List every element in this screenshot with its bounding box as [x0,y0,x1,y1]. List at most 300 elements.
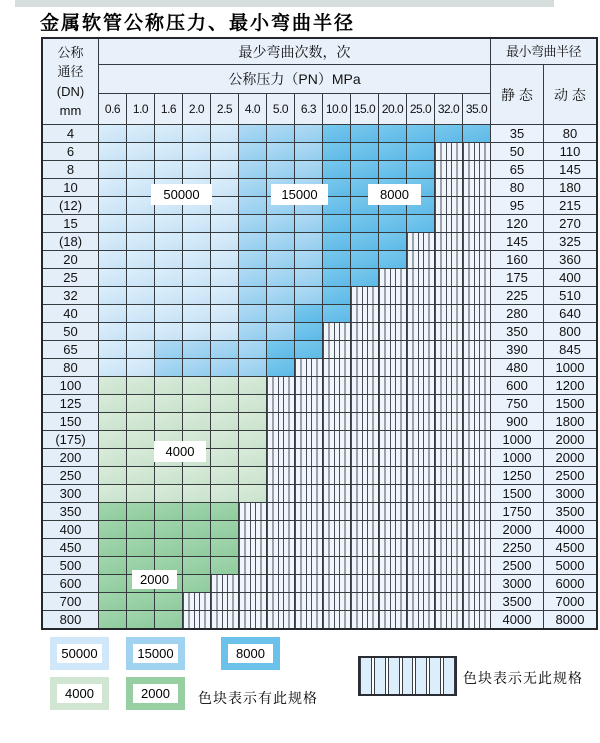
legend-striped-sample [358,656,457,696]
dn-cell: 200 [43,449,98,466]
rating-cell-2000 [211,557,238,574]
dn-cell: 80 [43,359,98,376]
rating-cell-15000 [239,125,266,142]
rating-cell-none [239,521,266,538]
rating-cell-50000 [99,143,126,160]
rating-cell-15000 [239,287,266,304]
rating-cell-4000 [211,449,238,466]
static-value: 480 [491,359,543,376]
static-value: 160 [491,251,543,268]
rating-cell-none [407,449,434,466]
dynamic-value: 1200 [544,377,596,394]
rating-cell-none [267,539,294,556]
rating-cell-none [295,431,322,448]
rating-cell-50000 [127,197,154,214]
rating-cell-4000 [155,485,182,502]
rating-cell-none [463,413,490,430]
rating-cell-none [323,611,350,628]
rating-cell-2000 [211,503,238,520]
rating-cell-none [435,521,462,538]
rating-cell-50000 [211,305,238,322]
rating-cell-none [407,485,434,502]
rating-cell-none [435,413,462,430]
rating-cell-none [463,431,490,448]
rating-cell-50000 [127,179,154,196]
rating-cell-8000 [379,233,406,250]
rating-cell-15000 [239,341,266,358]
rating-cell-50000 [211,125,238,142]
rating-cell-50000 [211,179,238,196]
rating-cell-4000 [99,377,126,394]
rating-cell-8000 [323,287,350,304]
rating-cell-50000 [211,215,238,232]
rating-cell-50000 [183,233,210,250]
rating-cell-none [379,485,406,502]
rating-cell-8000 [407,125,434,142]
rating-cell-none [323,575,350,592]
dynamic-value: 640 [544,305,596,322]
dn-header-line: 公称 [57,44,84,60]
rating-cell-4000 [239,413,266,430]
rating-cell-50000 [127,215,154,232]
rating-cell-none [323,395,350,412]
rating-cell-4000 [211,377,238,394]
rating-cell-none [239,503,266,520]
legend-swatch-label: 8000 [228,644,273,663]
striped-sample-segment [360,658,372,694]
pressure-col-header: 25.0 [407,94,434,124]
rating-cell-none [463,179,490,196]
pressure-col-header: 20.0 [379,94,406,124]
striped-sample-segment [374,658,386,694]
rating-cell-none [435,395,462,412]
rating-cell-none [323,341,350,358]
static-value: 50 [491,143,543,160]
legend-swatch-50000 [50,637,109,670]
rating-cell-4000 [239,431,266,448]
pressure-col-header: 0.6 [99,94,126,124]
static-value: 225 [491,287,543,304]
page-top-edge [15,0,554,7]
rating-cell-4000 [99,413,126,430]
rating-cell-15000 [267,323,294,340]
rating-cell-15000 [295,269,322,286]
rating-cell-none [323,431,350,448]
rating-cell-50000 [127,287,154,304]
rating-cell-50000 [99,125,126,142]
rating-cell-4000 [239,467,266,484]
rating-cell-2000 [127,503,154,520]
rating-cell-8000 [323,251,350,268]
rating-cell-none [351,431,378,448]
rating-cell-4000 [211,431,238,448]
rating-cell-4000 [211,485,238,502]
rating-cell-15000 [239,269,266,286]
rating-cell-8000 [407,143,434,160]
rating-cell-4000 [155,413,182,430]
rating-cell-none [379,593,406,610]
striped-sample-segment [443,658,455,694]
rating-cell-none [407,323,434,340]
rating-cell-8000 [323,233,350,250]
rating-cell-50000 [155,143,182,160]
rating-cell-none [351,305,378,322]
rating-cell-none [463,575,490,592]
rating-cell-none [323,323,350,340]
rating-cell-15000 [239,305,266,322]
rating-cell-50000 [211,287,238,304]
rating-cell-50000 [183,269,210,286]
rating-cell-8000 [267,341,294,358]
rating-cell-50000 [211,269,238,286]
rating-cell-none [295,413,322,430]
region-label-50000: 50000 [151,184,212,205]
static-value: 3000 [491,575,543,592]
rating-cell-50000 [211,251,238,268]
rating-cell-none [463,521,490,538]
rating-cell-none [435,269,462,286]
rating-cell-none [463,611,490,628]
rating-cell-2000 [155,521,182,538]
rating-cell-none [463,161,490,178]
rating-cell-none [239,575,266,592]
rating-cell-none [435,179,462,196]
rating-cell-none [463,467,490,484]
rating-cell-50000 [183,161,210,178]
rating-cell-4000 [183,395,210,412]
rating-cell-none [463,593,490,610]
pressure-col-header: 5.0 [267,94,294,124]
rating-cell-2000 [99,593,126,610]
page-title: 金属软管公称压力、最小弯曲半径 [40,12,356,34]
rating-cell-none [267,503,294,520]
dn-cell: 40 [43,305,98,322]
rating-cell-4000 [127,485,154,502]
rating-cell-none [323,593,350,610]
rating-cell-none [351,323,378,340]
dynamic-value: 510 [544,287,596,304]
static-value: 35 [491,125,543,142]
dn-cell: 100 [43,377,98,394]
dynamic-value: 3000 [544,485,596,502]
static-value: 1250 [491,467,543,484]
rating-cell-50000 [155,125,182,142]
rating-cell-none [295,467,322,484]
rating-cell-none [379,359,406,376]
rating-cell-50000 [155,323,182,340]
rating-cell-2000 [155,611,182,628]
rating-cell-8000 [379,125,406,142]
region-label-2000: 2000 [132,570,177,589]
rating-cell-15000 [295,125,322,142]
rating-cell-none [323,485,350,502]
legend-unavailable-text: 色块表示无此规格 [463,670,583,686]
rating-cell-none [463,197,490,214]
dn-cell: 450 [43,539,98,556]
rating-cell-4000 [239,395,266,412]
rating-cell-none [323,413,350,430]
rating-cell-50000 [183,305,210,322]
rating-cell-50000 [99,287,126,304]
rating-cell-none [379,395,406,412]
rating-cell-8000 [351,251,378,268]
dn-cell: 125 [43,395,98,412]
rating-cell-2000 [183,557,210,574]
rating-cell-50000 [99,197,126,214]
dynamic-value: 6000 [544,575,596,592]
rating-cell-8000 [323,125,350,142]
pressure-col-header: 4.0 [239,94,266,124]
col-header-nominal-pressure: 公称压力（PN）MPa [99,65,490,93]
rating-cell-15000 [295,161,322,178]
dn-cell: 250 [43,467,98,484]
rating-cell-8000 [323,143,350,160]
rating-cell-none [379,575,406,592]
rating-cell-none [379,521,406,538]
dn-cell: 6 [43,143,98,160]
rating-cell-2000 [155,503,182,520]
rating-cell-15000 [239,323,266,340]
dynamic-value: 3500 [544,503,596,520]
rating-cell-none [379,377,406,394]
rating-cell-15000 [267,269,294,286]
static-value: 2250 [491,539,543,556]
rating-cell-4000 [99,431,126,448]
rating-cell-2000 [99,521,126,538]
rating-cell-50000 [99,161,126,178]
dynamic-value: 8000 [544,611,596,628]
static-value: 280 [491,305,543,322]
dn-cell: 700 [43,593,98,610]
rating-cell-none [211,575,238,592]
rating-cell-none [435,557,462,574]
rating-cell-8000 [463,125,490,142]
static-value: 2000 [491,521,543,538]
rating-cell-none [267,413,294,430]
rating-cell-none [379,611,406,628]
rating-cell-8000 [295,323,322,340]
rating-cell-15000 [267,233,294,250]
rating-cell-15000 [239,215,266,232]
dn-cell: 65 [43,341,98,358]
rating-cell-2000 [183,521,210,538]
rating-cell-none [323,539,350,556]
rating-cell-none [267,395,294,412]
dn-header-line: (DN) [56,83,85,99]
rating-cell-4000 [211,467,238,484]
rating-cell-2000 [127,521,154,538]
rating-cell-2000 [183,503,210,520]
rating-cell-none [323,359,350,376]
rating-cell-4000 [127,467,154,484]
rating-cell-none [267,593,294,610]
rating-cell-none [379,557,406,574]
dn-cell: 15 [43,215,98,232]
legend-available-text: 色块表示有此规格 [198,690,318,706]
dynamic-value: 215 [544,197,596,214]
dynamic-value: 1800 [544,413,596,430]
rating-cell-15000 [239,143,266,160]
dn-cell: (12) [43,197,98,214]
legend-swatch-label: 50000 [57,644,102,663]
rating-cell-4000 [239,485,266,502]
legend-swatch-2000 [126,677,185,710]
striped-sample-segment [388,658,400,694]
rating-cell-none [435,575,462,592]
dn-cell: 50 [43,323,98,340]
static-value: 900 [491,413,543,430]
rating-cell-50000 [183,143,210,160]
rating-cell-4000 [127,377,154,394]
rating-cell-none [407,395,434,412]
rating-cell-2000 [99,539,126,556]
legend-swatch-4000 [50,677,109,710]
rating-cell-none [239,557,266,574]
rating-cell-15000 [295,215,322,232]
rating-cell-none [267,449,294,466]
rating-cell-15000 [155,359,182,376]
col-header-bend-times: 最少弯曲次数，次 [99,39,490,64]
pressure-col-header: 2.5 [211,94,238,124]
rating-cell-none [463,215,490,232]
rating-cell-50000 [99,233,126,250]
static-value: 1000 [491,449,543,466]
rating-cell-4000 [183,413,210,430]
rating-cell-none [295,593,322,610]
rating-cell-none [295,377,322,394]
region-label-8000: 8000 [368,184,421,205]
rating-cell-4000 [99,467,126,484]
rating-cell-none [323,503,350,520]
pressure-col-header: 15.0 [351,94,378,124]
rating-cell-none [267,575,294,592]
rating-cell-none [267,431,294,448]
rating-cell-50000 [127,125,154,142]
rating-cell-none [463,269,490,286]
rating-cell-15000 [267,143,294,160]
dn-cell: (175) [43,431,98,448]
rating-cell-none [211,593,238,610]
dn-cell: 800 [43,611,98,628]
rating-cell-50000 [99,359,126,376]
rating-cell-4000 [211,395,238,412]
legend-swatch-label: 2000 [133,684,178,703]
dynamic-value: 5000 [544,557,596,574]
rating-cell-none [463,341,490,358]
rating-cell-50000 [99,341,126,358]
rating-cell-none [351,413,378,430]
rating-cell-none [379,467,406,484]
col-header-static: 静 态 [491,65,543,124]
col-header-dynamic: 动 态 [544,65,596,124]
rating-cell-none [351,359,378,376]
rating-cell-50000 [127,161,154,178]
rating-cell-none [239,611,266,628]
rating-cell-none [323,557,350,574]
rating-cell-none [407,467,434,484]
rating-cell-none [435,287,462,304]
rating-cell-none [407,341,434,358]
rating-cell-none [267,557,294,574]
pressure-col-header: 6.3 [295,94,322,124]
rating-cell-none [463,539,490,556]
striped-sample-segment [429,658,441,694]
rating-cell-none [435,359,462,376]
static-value: 4000 [491,611,543,628]
rating-cell-4000 [155,467,182,484]
rating-cell-8000 [351,215,378,232]
rating-cell-none [463,359,490,376]
rating-cell-15000 [183,341,210,358]
rating-cell-8000 [379,251,406,268]
rating-cell-15000 [295,251,322,268]
rating-cell-none [351,341,378,358]
col-header-dn [43,39,98,124]
rating-cell-15000 [239,359,266,376]
rating-cell-8000 [295,341,322,358]
rating-cell-50000 [211,197,238,214]
rating-cell-8000 [379,215,406,232]
rating-cell-none [295,395,322,412]
rating-cell-none [183,593,210,610]
pressure-col-header: 1.0 [127,94,154,124]
rating-cell-none [239,539,266,556]
rating-cell-2000 [99,503,126,520]
rating-cell-none [211,611,238,628]
rating-cell-none [295,539,322,556]
static-value: 390 [491,341,543,358]
rating-cell-none [463,323,490,340]
rating-cell-2000 [183,539,210,556]
dynamic-value: 800 [544,323,596,340]
rating-cell-none [295,359,322,376]
rating-cell-50000 [99,269,126,286]
rating-cell-8000 [351,269,378,286]
rating-cell-4000 [99,395,126,412]
static-value: 1750 [491,503,543,520]
dynamic-value: 110 [544,143,596,160]
rating-cell-50000 [127,341,154,358]
dn-cell: 8 [43,161,98,178]
static-value: 145 [491,233,543,250]
rating-cell-4000 [239,449,266,466]
static-value: 65 [491,161,543,178]
rating-cell-15000 [295,233,322,250]
dynamic-value: 845 [544,341,596,358]
dynamic-value: 7000 [544,593,596,610]
rating-cell-none [407,611,434,628]
rating-cell-50000 [127,359,154,376]
pressure-col-header: 2.0 [183,94,210,124]
region-label-4000: 4000 [154,441,206,462]
rating-cell-2000 [127,539,154,556]
rating-cell-15000 [267,251,294,268]
rating-cell-none [295,575,322,592]
rating-cell-50000 [211,323,238,340]
rating-cell-none [463,233,490,250]
rating-cell-8000 [351,233,378,250]
rating-cell-50000 [99,305,126,322]
rating-cell-none [379,305,406,322]
rating-cell-8000 [323,269,350,286]
rating-cell-none [295,485,322,502]
rating-cell-none [323,377,350,394]
rating-cell-50000 [99,251,126,268]
dn-cell: 500 [43,557,98,574]
rating-cell-none [435,611,462,628]
rating-cell-none [407,521,434,538]
rating-cell-2000 [99,557,126,574]
